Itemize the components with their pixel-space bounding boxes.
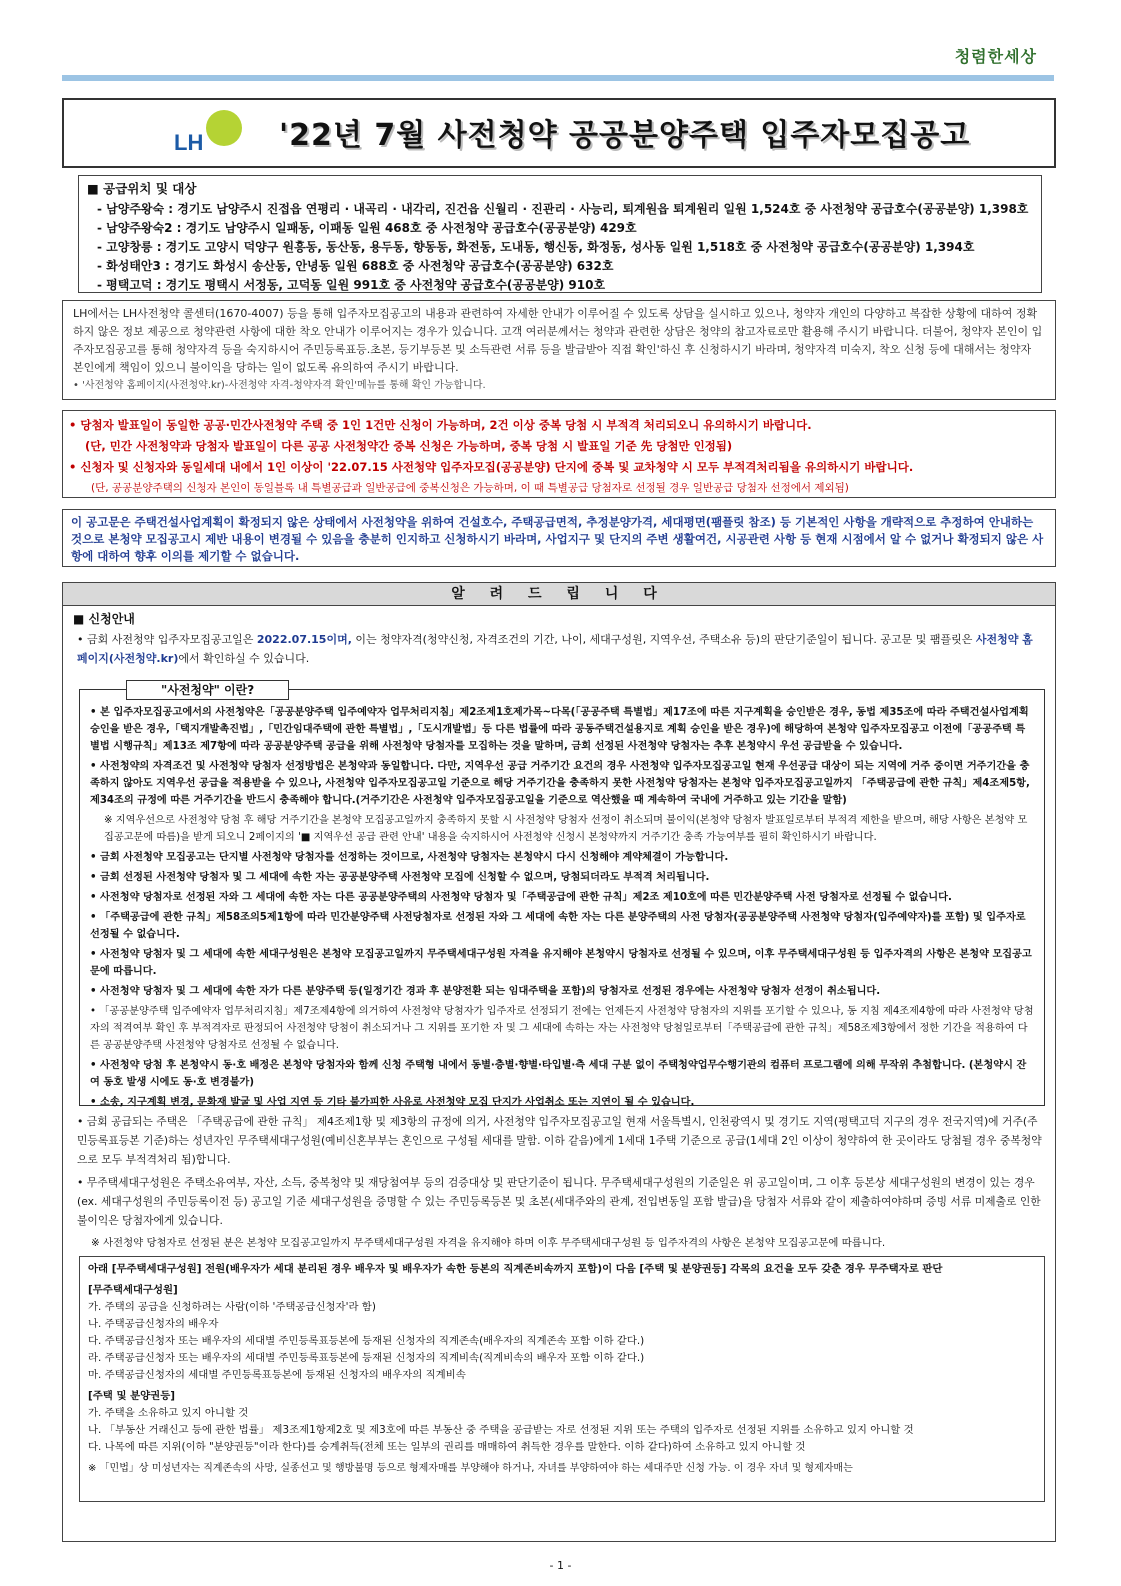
preorder-definition-box <box>79 683 1045 1108</box>
list-item: • 무주택세대구성원은 주택소유여부, 자산, 소득, 중복청약 및 재당첨여부 등의 검증대상 및 판단기준이 됩니다. 무주택세대구성원의 기준일은 위 공고일이며, 그 이후 등본상 세대구성원의 변경이 있는 경우(ex. 세대구성원의 주민등록이전 등) 공고일 기준 세대구성원을 증명할 수 있는 주민등록등본 및 초본(세대주와의 관계, 전입변동일 포함 발급)을 당첨자 서류와 같이 제출하여야하며 증빙 서류 미제출로 인한 불이익은 당첨자에게 있습니다. <box>77 1176 1041 1227</box>
homeless-household-guide <box>77 1112 1043 1257</box>
page-title: '22년 7월 사전청약 공공분양주택 입주자모집공고 <box>279 118 971 153</box>
warning-box <box>62 410 1056 498</box>
list-item: • 「공공분양주택 입주예약자 업무처리지침」제7조제4항에 의거하여 사전청약 당첨자가 입주자로 선정되기 전에는 언제든지 사전청약 당첨자의 지위를 포기할 수 있으나, 동 지침 제4조제4항에 따라 사전청약 당첨자의 적격여부 확인 후 부적격자로 판정되어 사전청약 당첨이 취소되거나 그 지위를 포기한 자 및 그 세대에 속하는 자는 사전청약 당첨일로부터「주택공급에 관한 규칙」제58조제3항에서 정한 기간을 적용하여 다른 공공분양주택 사전청약 당첨자로 선정될 수 없습니다. <box>90 1006 1034 1051</box>
warning-line: • 신청자 및 신청자와 동일세대 내에서 1인 이상이 '22.07.15 사전청약 입주자모집(공공분양) 단지에 중복 및 교차청약 시 모두 부적격처리됨을 유의하시기 바랍니다. <box>69 460 914 474</box>
warning-line: (단, 공공분양주택의 신청자 본인이 동일블록 내 특별공급과 일반공급에 중복신청은 가능하며, 이 때 특별공급 당첨자로 선정될 경우 일반공급 당첨자 선정에서 제외됨) <box>91 482 849 494</box>
svg-text:LH: LH <box>174 130 204 155</box>
supply-line: - 남양주왕숙 : 경기도 남양주시 진접읍 연평리 · 내곡리 · 내각리, 진건읍 신월리 · 진관리 · 사능리, 퇴계원읍 퇴계원리 일원 1,524호 중 사전청약 공급호수(공공분양) 1,398호 <box>97 202 1029 216</box>
top-accent-bar <box>62 75 1054 81</box>
integrity-brand-text: 청렴한세상 <box>954 47 1037 66</box>
page-number: - 1 - <box>549 1559 572 1572</box>
list-item: • 사전청약 당첨 후 본청약시 동·호 배정은 본청약 당첨자와 함께 신청 주택형 내에서 동별·층별·향별·타입별·측 세대 구분 없이 주택청약업무수행기관의 컴퓨터 프로그램에 의해 무작위 추첨합니다. (본청약시 잔여 동호 발생 시에도 동·호 변경불가) <box>90 1060 1027 1088</box>
list-item: 가. 주택의 공급을 신청하려는 사람(이하 '주택공급신청자'라 함) <box>88 1301 376 1313</box>
preorder-homepage-link[interactable]: 사전청약 홈페이지(사전청약.kr) <box>77 633 1033 665</box>
list-item: 나. 「부동산 거래신고 등에 관한 법률」 제3조제1항제2호 및 제3호에 따른 부동산 중 주택을 공급받는 자로 선정된 지위 또는 주택의 입주자로 선정된 지위를 소유하고 있지 아니할 것 <box>88 1424 914 1436</box>
estimate-disclaimer-box: 이 공고문은 주택건설사업계획이 확정되지 않은 상태에서 사전청약을 위하여 건설호수, 주택공급면적, 추정분양가격, 세대평면(팸플릿 참조) 등 기본적인 사항을 개략적으로 추정하여 안내하는 것으로 본청약 모집공고시 제반 내용이 변경될 수 있음을 충분히 인지하고 신청하시기 바라며, 사업지구 및 단지의 주변 생활여건, 시공관련 사항 등 현재 시점에서 알 수 없거나 확정되지 않은 사항에 대하여 향후 이의를 제기할 수 없습니다. <box>62 509 1056 567</box>
definition-tab-label: "사전청약" 이란? <box>126 680 289 700</box>
supply-line: - 화성태안3 : 경기도 화성시 송산동, 안녕동 일원 688호 중 사전청약 공급호수(공공분양) 632호 <box>97 259 614 273</box>
intro-notice-box <box>62 300 1056 400</box>
criteria-heading: [주택 및 분양권등] <box>88 1390 175 1402</box>
intro-text: LH에서는 LH사전청약 콜센터(1670-4007) 등을 통해 입주자모집공고의 내용과 관련하여 자세한 안내가 이루어질 수 있도록 상담을 실시하고 있으나, 청약자 개인의 다양하고 복잡한 상황에 대하여 정확하지 않은 정보 제공으로 청약관련 사항에 대한 착오 안내가 이루어지는 경우가 있습니다. 고객 여러분께서는 청약과 관련한 상담은 청약의 참고자료로만 활용해 주시기 바랍니다. 더불어, 청약자 본인이 입주자모집공고를 통해 청약자격 등을 숙지하시어 주민등록표등.초본, 등기부등본 및 소득관련 서류 등을 발급받아 직접 확인'하신 후 신청하시기 바라며, 청약자격 미숙지, 착오 신청 등에 대해서는 청약자 본인에게 책임이 있으니 불이익을 당하는 일이 없도록 유의하여 주시기 바랍니다. <box>73 307 1043 374</box>
list-item: • 금회 선정된 사전청약 당첨자 및 그 세대에 속한 자는 공공분양주택 사전청약 모집에 신청할 수 없으며, 당첨되더라도 부적격 처리됩니다. <box>90 872 710 883</box>
list-item: • 사전청약 당첨자 및 그 세대에 속한 자가 다른 분양주택 등(일정기간 경과 후 분양전환 되는 임대주택을 포함)의 당첨자로 선정된 경우에는 사전청약 당첨자 선정이 취소됩니다. <box>90 986 881 997</box>
list-item: 라. 주택공급신청자 또는 배우자의 세대별 주민등록표등본에 등재된 신청자의 직계비속(직계비속의 배우자 포함 이하 같다.) <box>88 1352 645 1364</box>
list-item: ※ 지역우선으로 사전청약 당첨 후 해당 거주기간을 본청약 모집공고일까지 충족하지 못할 시 사전청약 당첨자 선정이 취소되며 불이익(본청약 당첨자 발표일로부터 부적격 제한을 받으며, 해당 사항은 본청약 모집공고문에 따름)을 받게 되오니 2페이지의 '■ 지역우선 공급 관련 안내' 내용을 숙지하시어 사전청약 신청시 본청약까지 거주기간 충족 가능여부를 필히 확인하시기 바랍니다. <box>104 815 1028 843</box>
supply-heading: ■ 공급위치 및 대상 <box>87 181 197 196</box>
list-item: 마. 주택공급신청자의 세대별 주민등록표등본에 등재된 신청자의 배우자의 직계비속 <box>88 1369 466 1381</box>
guide-text: 이는 청약자격(청약신청, 자격조건의 기간, 나이, 세대구성원, 지역우선, 주택소유 등)의 판단기준일이 됩니다. 공고문 및 팸플릿은 <box>351 633 976 646</box>
supply-line: - 평택고덕 : 경기도 평택시 서정동, 고덕동 일원 991호 중 사전청약 공급호수(공공분양) 910호 <box>97 278 606 292</box>
notice-body <box>62 606 1056 1542</box>
intro-note: • '사전청약 홈페이지(사전청약.kr)-사전청약 자격-청약자격 확인'메뉴를 통해 확인 가능합니다. <box>73 380 486 391</box>
application-guide-paragraph <box>77 630 1043 668</box>
list-item: • 「주택공급에 관한 규칙」제58조의5제1항에 따라 민간분양주택 사전당첨자로 선정된 자와 그 세대에 속한 자는 다른 분양주택의 사전 당첨자(공공분양주택 사전청약 당첨자(입주예약자)를 포함) 및 입주자로 선정될 수 없습니다. <box>90 912 1026 940</box>
list-item: 가. 주택을 소유하고 있지 아니할 것 <box>88 1407 249 1419</box>
warning-line: (단, 민간 사전청약과 당첨자 발표일이 다른 공공 사전청약간 중복 신청은 가능하며, 중복 당첨 시 발표일 기준 先 당첨만 인정됨) <box>85 439 733 453</box>
announcement-date: 2022.07.15이며, <box>256 633 352 646</box>
lh-logo-icon <box>172 106 244 160</box>
list-item: • 소송, 지구계획 변경, 문화재 발굴 및 사업 지연 등 기타 불가피한 사유로 사전청약 모집 단지가 사업취소 또는 지연이 될 수 있습니다. <box>90 1097 695 1108</box>
list-item: • 본 입주자모집공고에서의 사전청약은「공공분양주택 입주예약자 업무처리지침」제2조제1호제가목~다목(「공공주택 특별법」제17조에 따른 지구계획을 승인받은 경우, 동법 제35조에 따라 주택건설사업계획 승인을 받은 경우,「택지개발촉진법」,「민간임대주택에 관한 특별법」,「도시개발법」등 다른 법률에 따라 공동주택건설용지로 계획 승인을 받은 경우)에 해당하여 본청약 입주자모집공고 이전에「공공주택 특별법 시행규칙」제13조 제7항에 따라 공공분양주택 공급을 위해 사전청약 당첨자를 모집하는 것을 말하며, 금회 선정된 사전청약 당첨자는 추후 본청약시 우선 공급받을 수 있습니다. <box>90 707 1029 752</box>
list-item: • 사전청약 당첨자로 선정된 자와 그 세대에 속한 자는 다른 공공분양주택의 사전청약 당첨자 및「주택공급에 관한 규칙」제2조 제10호에 따른 민간분양주택 사전 당첨자로 선정될 수 없습니다. <box>90 892 952 903</box>
list-item: • 사전청약의 자격조건 및 사전청약 당첨자 선정방법은 본청약과 동일합니다. 다만, 지역우선 공급 거주기간 요건의 경우 사전청약 입주자모집공고일 현재 우선공급 대상이 되는 지역에 거주 중이면 거주기간을 충족하지 않아도 지역우선 공급을 적용받을 수 있으나, 사전청약 입주자모집공고일 기준으로 해당 거주기간을 충족하지 못한 사전청약 당첨자는 본청약 입주자모집공고일까지 「주택공급에 관한 규칙」제4조제5항, 제34조의 규정에 따른 거주기간을 반드시 충족해야 합니다.(거주기간은 사전청약 입주자모집공고일을 기준으로 역산했을 때 계속하여 국내에 거주하고 있는 기간을 말함) <box>90 761 1030 806</box>
list-item: • 금회 공급되는 주택은 「주택공급에 관한 규칙」 제4조제1항 및 제3항의 규정에 의거, 사전청약 입주자모집공고일 현재 서울특별시, 인천광역시 및 경기도 지역(평택고덕 지구의 경우 전국지역)에 거주(주민등록표등본 기준)하는 성년자인 무주택세대구성원(예비신혼부부는 혼인으로 구성될 세대를 말함. 이하 같음)에게 1세대 1주택 기준으로 공급(1세대 2인 이상이 청약하여 한 곳이라도 당첨될 경우 중복청약으로 모두 부적격처리 됨)합니다. <box>77 1115 1042 1166</box>
supply-location-box <box>78 175 1042 293</box>
list-item: 다. 주택공급신청자 또는 배우자의 세대별 주민등록표등본에 등재된 신청자의 직계존속(배우자의 직계존속 포함 이하 같다.) <box>88 1335 645 1347</box>
list-item: 다. 나목에 따른 지위(이하 "분양권등"이라 한다)를 승계취득(전체 또는 일부의 권리를 매매하여 취득한 경우를 말한다. 이하 같다)하여 소유하고 있지 아니할 것 <box>88 1441 806 1453</box>
warning-line: • 당첨자 발표일이 동일한 공공·민간사전청약 주택 중 1인 1건만 신청이 가능하며, 2건 이상 중복 당첨 시 부적격 처리되오니 유의하시기 바랍니다. <box>69 418 812 432</box>
criteria-intro: 아래 [무주택세대구성원] 전원(배우자가 세대 분리된 경우 배우자 및 배우자가 속한 등본의 직계존비속까지 포함)이 다음 [주택 및 분양권등] 각목의 요건을 모두 갖춘 경우 무주택자로 판단 <box>88 1263 943 1275</box>
notice-heading: 알 려 드 립 니 다 <box>62 582 1056 606</box>
guide-text: • 금회 사전청약 입주자모집공고일은 <box>77 633 257 646</box>
list-item: 나. 주택공급신청자의 배우자 <box>88 1318 219 1330</box>
homeless-criteria-box <box>79 1256 1045 1502</box>
criteria-footnote: ※ 「민법」상 미성년자는 직계존속의 사망, 실종선고 및 행방불명 등으로 형제자매를 부양해야 하거나, 자녀를 부양하여야 하는 세대주만 신청 가능. 이 경우 자녀 및 형제자매는 <box>88 1463 853 1474</box>
list-item: • 금회 사전청약 모집공고는 단지별 사전청약 당첨자를 선정하는 것이므로, 사전청약 당첨자는 본청약시 다시 신청해야 계약체결이 가능합니다. <box>90 852 729 863</box>
list-item: • 사전청약 당첨자 및 그 세대에 속한 세대구성원은 본청약 모집공고일까지 무주택세대구성원 자격을 유지해야 본청약시 당첨자로 선정될 수 있으며, 이후 무주택세대구성원 등 입주자격의 사항은 본청약 모집공고문에 따릅니다. <box>90 949 1032 977</box>
section-heading: ■ 신청안내 <box>73 612 135 626</box>
guide-text: 에서 확인하실 수 있습니다. <box>178 652 310 665</box>
supply-line: - 고양창릉 : 경기도 고양시 덕양구 원흥동, 동산동, 용두동, 향동동, 화전동, 도내동, 행신동, 화정동, 성사동 일원 1,518호 중 사전청약 공급호수(공공분양) 1,394호 <box>97 240 975 254</box>
definition-list <box>90 704 1034 1114</box>
title-banner <box>62 98 1056 168</box>
list-item: ※ 사전청약 당첨자로 선정된 분은 본청약 모집공고일까지 무주택세대구성원 자격을 유지해야 하며 이후 무주택세대구성원 등 입주자격의 사항은 본청약 모집공고문에 따릅니다. <box>91 1237 886 1249</box>
criteria-heading: [무주택세대구성원] <box>88 1284 178 1296</box>
supply-line: - 남양주왕숙2 : 경기도 남양주시 일패동, 이패동 일원 468호 중 사전청약 공급호수(공공분양) 429호 <box>97 221 637 235</box>
